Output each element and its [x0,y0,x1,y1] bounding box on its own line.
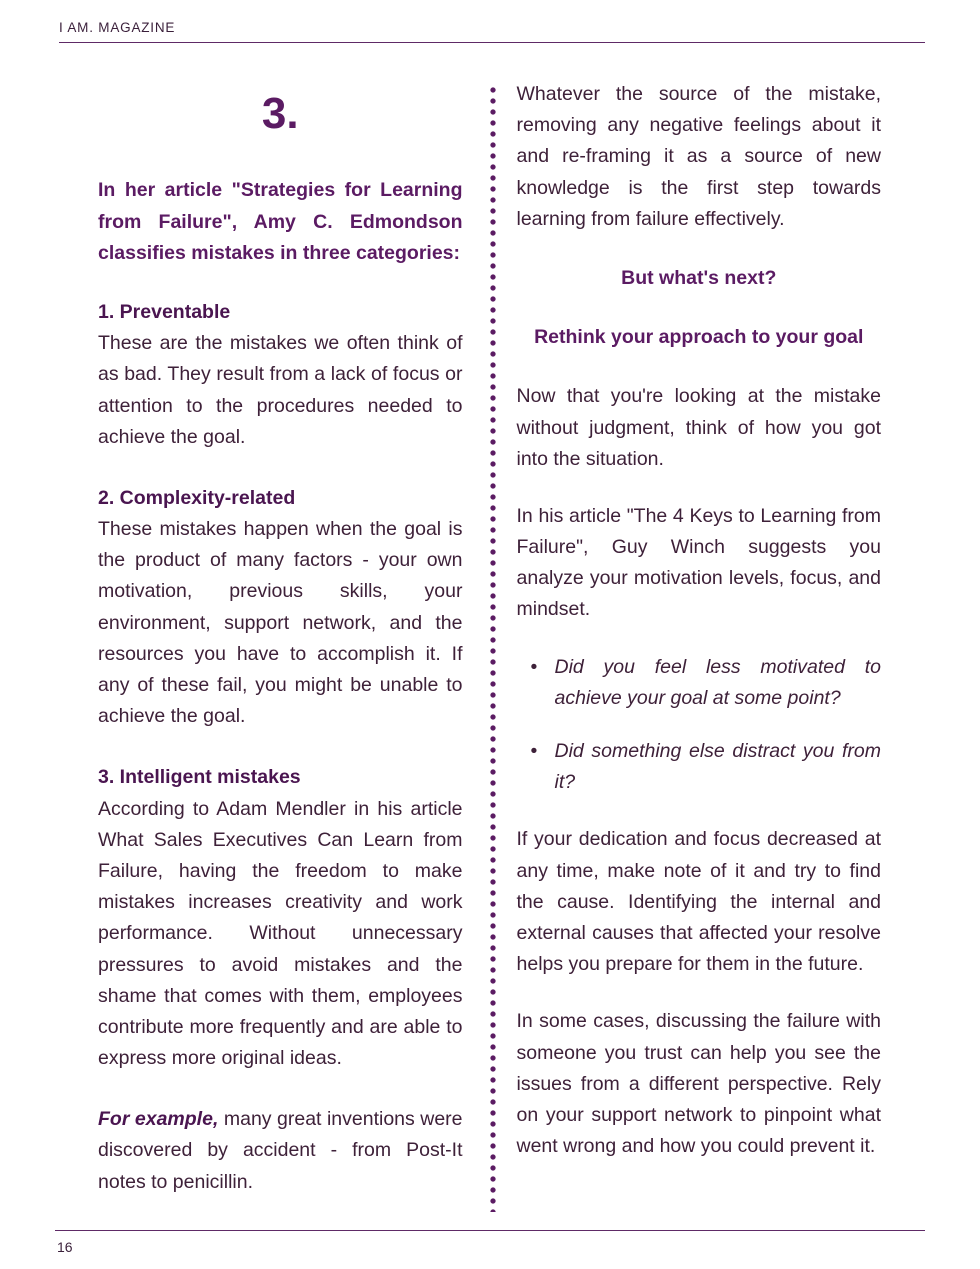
page-number: 16 [57,1239,73,1255]
example-lead: For example, [98,1108,219,1131]
paragraph: In his article "The 4 Keys to Learning from Failure", Guy Winch suggests you analyze your motivation levels, focus, and mindset. [516,504,881,621]
article-body [55,43,925,1220]
paragraph: Whatever the source of the mistake, removing any negative feelings about it and re-framing it as a source of new knowledge is the first step towards learning from failure effectively. [516,83,881,230]
category-heading: 1. Preventable [98,300,231,323]
list-item: • Did something else distract you from it? [531,736,882,798]
dotted-column-divider [489,85,497,1212]
subheading: Rethink your approach to your goal [534,326,864,349]
category-heading: 3. Intelligent mistakes [98,766,301,789]
paragraph: In some cases, discussing the failure with someone you trust can help you see the issues from a different perspective. Rely on your support network to pinpoint what went wrong and how you could prevent it. [516,1010,881,1158]
article-intro: In her article "Strategies for Learning from Failure", Amy C. Edmondson classifies mistakes in three categories: [98,179,463,264]
page-footer [55,1220,925,1255]
right-column [497,79,926,1220]
category-block [98,297,463,453]
paragraph: Now that you're looking at the mistake without judgment, think of how you got into the situation. [516,385,881,470]
example-paragraph [98,1104,463,1198]
category-block [98,762,463,1074]
category-block [98,483,463,733]
category-body: These are the mistakes we often think of as bad. They result from a lack of focus or attention to the procedures needed to achieve the goal. [98,332,463,448]
magazine-title: I AM. MAGAZINE [59,20,176,35]
list-item: • Did you feel less motivated to achieve your goal at some point? [531,652,882,714]
category-body: According to Adam Mendler in his article What Sales Executives Can Learn from Failure, having the freedom to make mistakes increases creativity and work performance. Without unnecessary pressures to avoid mistakes and the shame that comes with them, employees contribute more frequently and are able to express more original ideas. [98,797,463,1070]
masthead [55,20,925,43]
footer-rule [55,1230,925,1231]
reflection-questions-list [531,652,882,799]
subheading: But what's next? [621,266,777,289]
example-text: many great inventions were discovered by accident - from Post-It notes to penicillin. [98,1108,463,1193]
paragraph: If your dedication and focus decreased at any time, make note of it and try to find the cause. Identifying the internal and external causes that affected your resolve helps you prepare for them in the future. [516,828,881,976]
category-heading: 2. Complexity-related [98,486,296,509]
category-body: These mistakes happen when the goal is the product of many factors - your own motivation, previous skills, your environment, support network, and the resources you have to accomplish it. If any of these fail, you might be unable to achieve the goal. [98,518,463,728]
left-column [55,79,489,1220]
section-number: 3. [261,89,299,138]
